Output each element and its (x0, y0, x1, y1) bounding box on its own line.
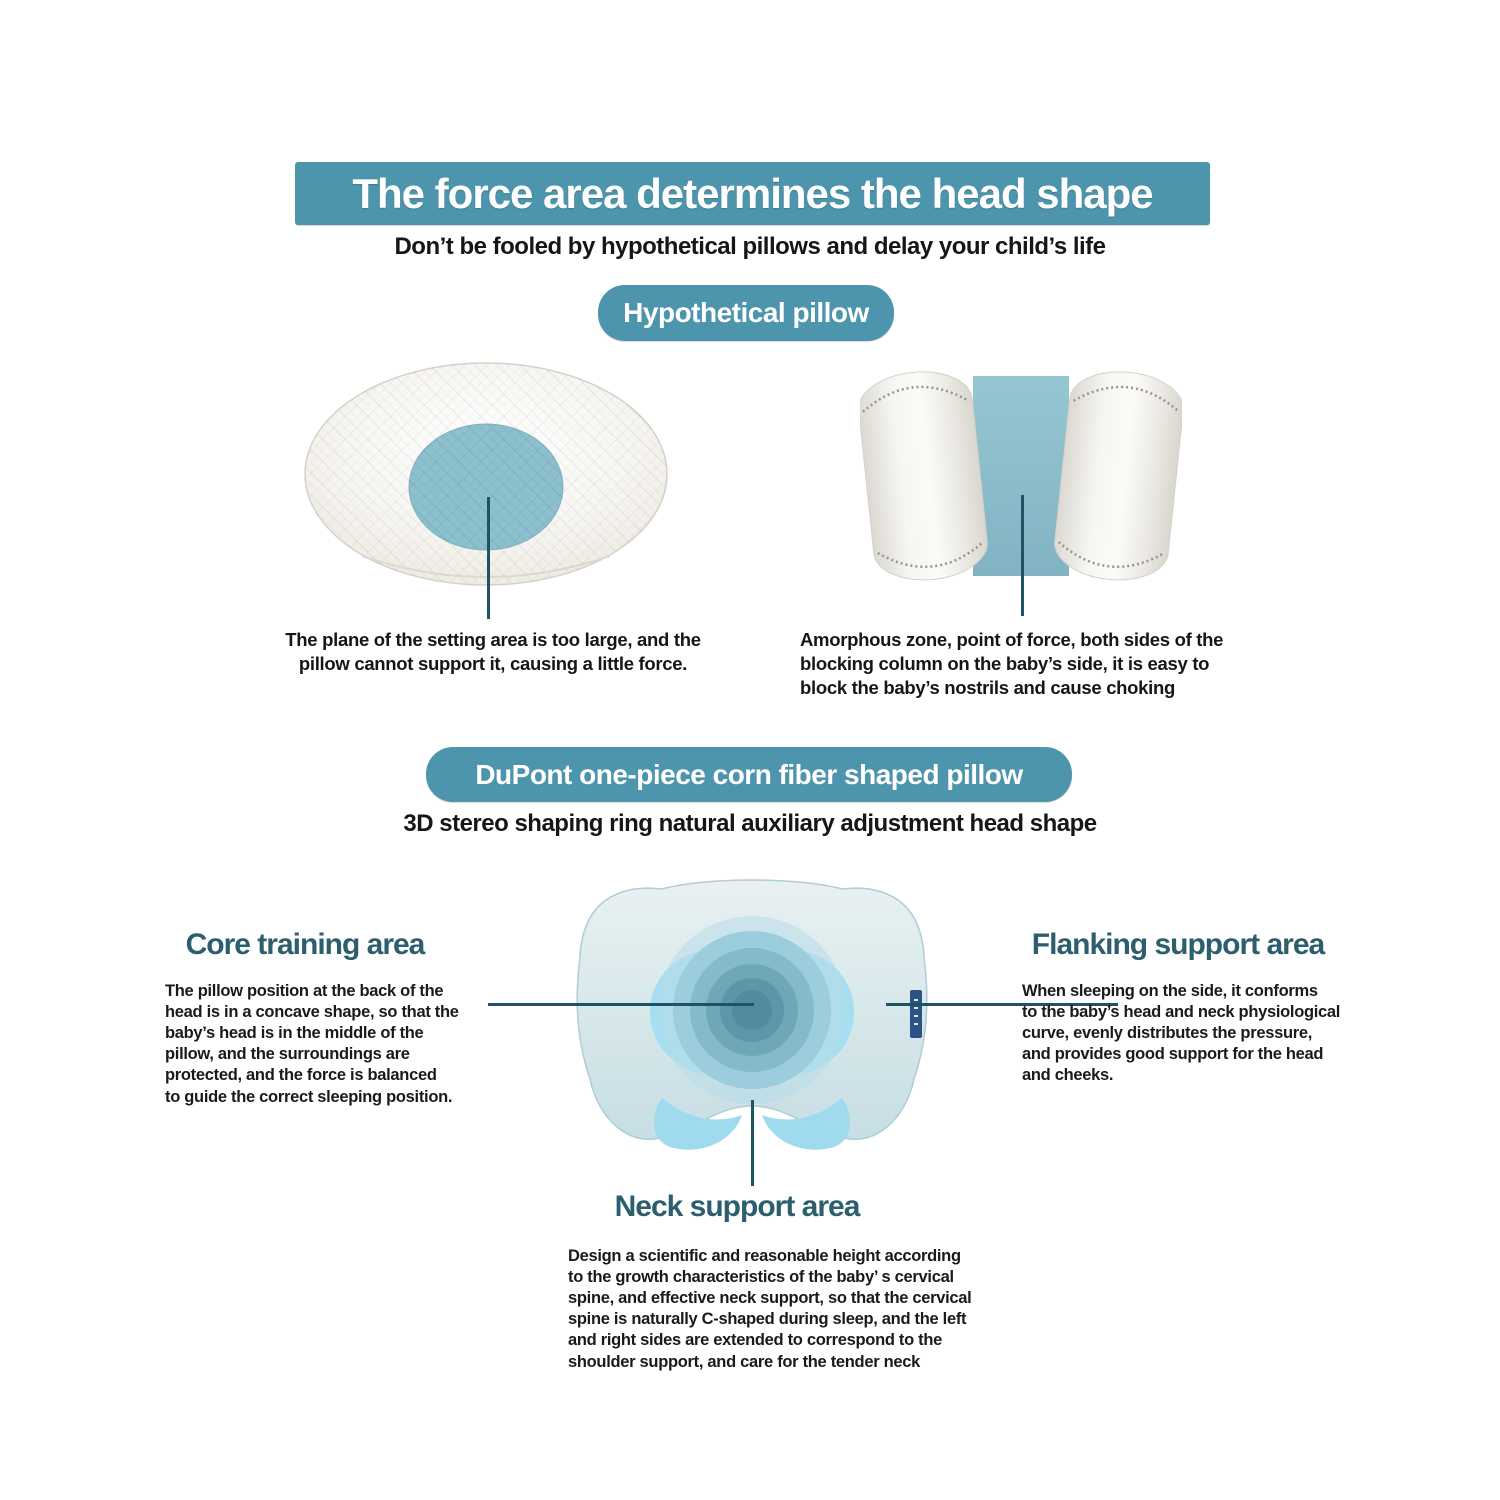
bolster-pillow-caption: Amorphous zone, point of force, both sides of the blocking column on the baby’s side, it is easy to block the baby’s nostrils and cause choking (800, 629, 1224, 699)
bolster-pillow-pointer-line (1021, 495, 1024, 616)
core-title: Core training area (185, 928, 425, 961)
shaped-subtitle: 3D stereo shaping ring natural auxiliary adjustment head shape (403, 810, 1097, 837)
flanking-title: Flanking support area (1031, 928, 1325, 961)
core-body: The pillow position at the back of the head is in a concave shape, so that the baby’s head is in the middle of the pillow, and the surroundings are protected, and the force is balanced to guide the correct sleeping position. (165, 982, 459, 1106)
neck-body: Design a scientific and reasonable height according to the growth characteristics of the baby’ s cervical spine, and effective neck support, so that the cervical spine is naturally C-shaped during sleep, and the left and right sides are extended to correspond to the shoulder support, and care for the tender neck (568, 1247, 972, 1371)
oval-pillow-pointer-line (487, 497, 490, 619)
hypothetical-badge: Hypothetical pillow (598, 285, 894, 341)
header-subtitle: Don’t be fooled by hypothetical pillows and delay your child’s life (394, 233, 1106, 260)
brand-tag (910, 990, 922, 1038)
oval-pillow-caption: The plane of the setting area is too large, and the pillow cannot support it, causing a little force. (285, 629, 701, 675)
oval-pillow-illustration (300, 360, 672, 596)
page-title: The force area determines the head shape (352, 169, 1153, 217)
neck-title: Neck support area (614, 1190, 860, 1223)
oval-pillow-recess-texture (409, 424, 563, 550)
flanking-body: When sleeping on the side, it conforms to the baby’s head and neck physiological curve, evenly distributes the pressure, and provides good support for the head and cheeks. (1022, 982, 1341, 1085)
neck-pointer-line (751, 1100, 754, 1186)
bolster-right-cylinder (1051, 367, 1182, 586)
shaped-badge: DuPont one-piece corn fiber shaped pillow (426, 747, 1072, 802)
bolster-left-cylinder (860, 367, 991, 586)
core-pressure-rings (658, 916, 846, 1104)
core-pointer-line (488, 1003, 754, 1006)
header-banner (295, 162, 1210, 225)
